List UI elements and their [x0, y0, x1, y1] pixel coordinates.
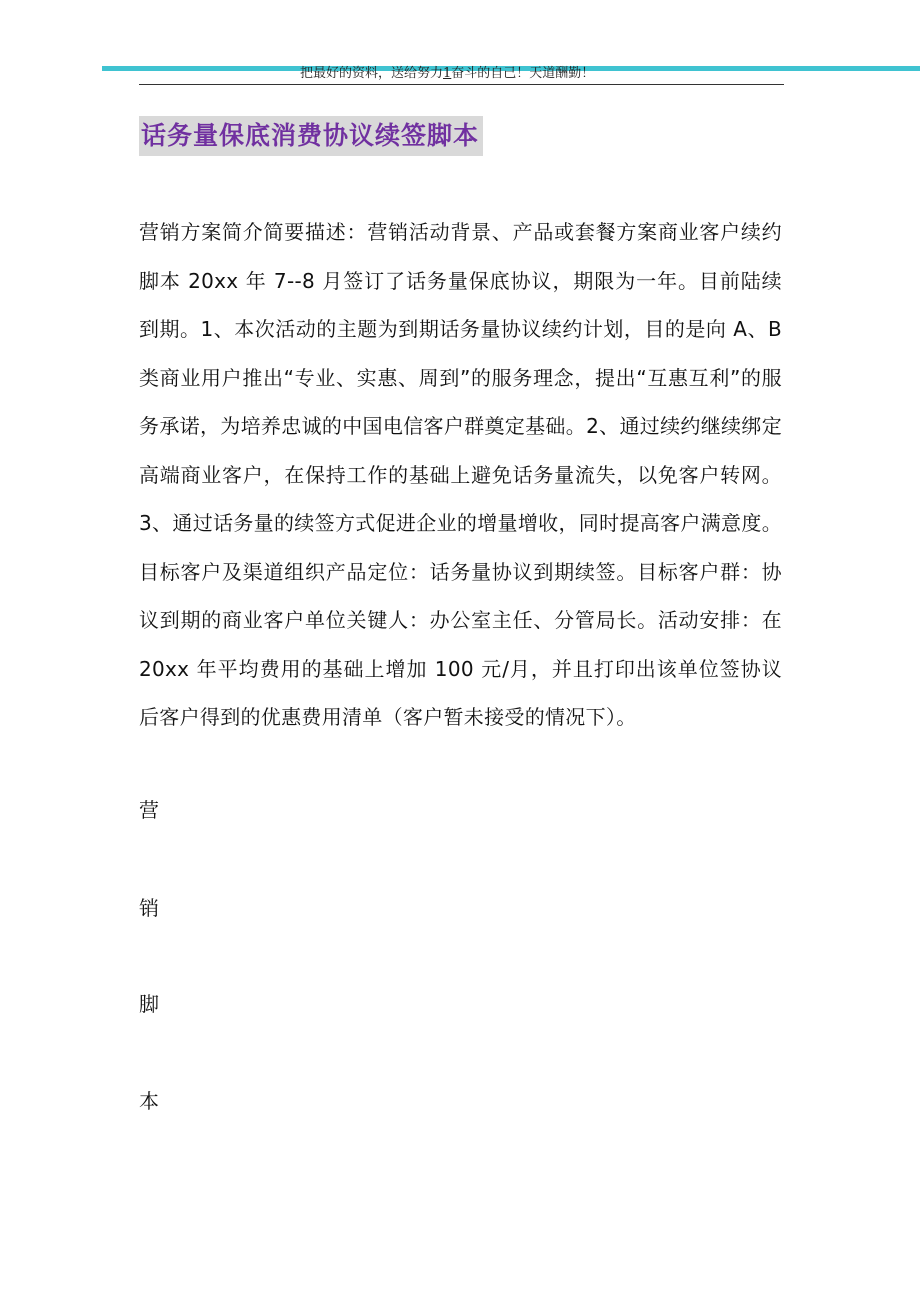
document-title: 话务量保底消费协议续签脚本: [139, 116, 483, 156]
vertical-char: 销: [139, 896, 159, 920]
vertical-char: 脚: [139, 992, 159, 1016]
body-paragraph: 营销方案简介简要描述：营销活动背景、产品或套餐方案商业客户续约脚本 20xx 年 7--8 月签订了话务量保底协议，期限为一年。目前陆续到期。1、本次活动的主题为到期话务量协议续约计划，目的是向 A、B 类商业用户推出“专业、实惠、周到”的服务理念，提出“互惠互利”的服务承诺，为培养忠诚的中国电信客户群奠定基础。2、通过续约继续绑定高端商业客户，在保持工作的基础上避免话务量流失，以免客户转网。3、通过话务量的续签方式促进企业的增量增收，同时提高客户满意度。目标客户及渠道组织产品定位：话务量协议到期续签。目标客户群：协议到期的商业客户单位关键人：办公室主任、分管局长。活动安排：在 20xx 年平均费用的基础上增加 100 元/月，并且打印出该单位签协议后客户得到的优惠费用清单（客户暂未接受的情况下）。: [139, 220, 782, 729]
page-number: 1: [443, 66, 452, 81]
vertical-char: 本: [139, 1089, 159, 1113]
header-divider: [139, 84, 784, 85]
vertical-char: 营: [139, 798, 159, 822]
header-tagline: 把最好的资料，送给努力1奋斗的自己！天道酬勤！: [300, 66, 595, 81]
